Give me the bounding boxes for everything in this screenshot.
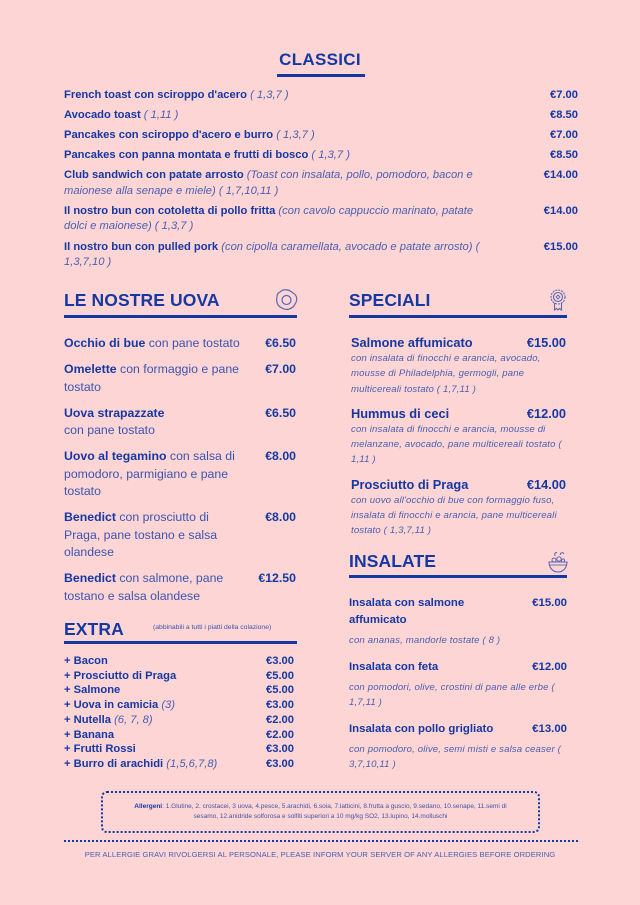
allergy-warning: PER ALLERGIE GRAVI RIVOLGERSI AL PERSONALE, PLEASE INFORM YOUR SERVER OF ANY ALLERGIES BEFORE ORDERING: [84, 850, 556, 859]
item-allergens: (6, 7, 8): [114, 713, 153, 726]
item-price: €14.00: [543, 169, 578, 182]
item-name: Hummus di ceci: [351, 405, 450, 421]
item-name: + Uova in camicia: [64, 699, 162, 712]
item-name: Insalata con salmone affumicato: [349, 597, 465, 626]
item-name: Avocado toast: [64, 109, 141, 122]
menu-item: [64, 361, 296, 396]
item-price: €12.50: [258, 571, 296, 585]
item-price: €6.50: [265, 405, 296, 420]
item-desc: con salmone, pane tostano e salsa olandese: [64, 571, 224, 603]
item-price: €7.00: [550, 129, 578, 142]
section-title-speciali: SPECIALI: [349, 290, 431, 310]
item-desc: con formaggio e pane tostato: [64, 362, 239, 394]
item-price: €8.00: [265, 510, 296, 524]
item-name: + Banana: [64, 728, 115, 741]
item-name: Pancakes con panna montata e frutti di bosco: [64, 149, 309, 162]
item-price: €15.00: [543, 240, 578, 253]
extra-note: (abbinabili a tutti i piatti della colazione): [153, 624, 272, 631]
menu-item: [64, 405, 296, 440]
item-name: Il nostro bun con pulled pork: [64, 240, 219, 253]
fried-egg-icon: [274, 287, 300, 313]
menu-item: [64, 240, 578, 271]
item-name: + Bacon: [64, 655, 108, 667]
item-name: Insalata con feta: [349, 660, 439, 673]
item-price: €3.00: [266, 743, 294, 756]
item-name: Uova strapazzate: [64, 405, 165, 420]
item-allergens: ( 1,3,7 ): [311, 149, 350, 162]
divider: [64, 641, 297, 644]
item-name: + Frutti Rossi: [64, 743, 136, 756]
item-allergens: ( 1,7,10,11 ): [218, 184, 279, 197]
item-price: €5.00: [266, 684, 294, 697]
item-price: €15.00: [532, 597, 567, 609]
extra-list: [64, 654, 294, 772]
item-price: €7.00: [265, 362, 296, 376]
item-name: Salmone affumicato: [351, 335, 473, 350]
item-name: Insalata con pollo grigliato: [349, 722, 494, 735]
speciali-list: [351, 334, 566, 547]
divider: [349, 575, 567, 578]
section-title-classici: CLASSICI: [279, 50, 361, 69]
item-price: €5.00: [266, 669, 294, 682]
extra-item: [64, 713, 294, 728]
item-desc: con pomodoro, olive, semi misti e salsa ceaser ( 3,7,10,11 ): [349, 743, 561, 770]
item-desc: con pane tostato: [64, 423, 155, 437]
allergen-text: : 1.Glutine, 2. crostacei, 3 uova, 4.pesce, 5.arachidi, 6.soia, 7.latticini, 8.frutta a guscio, 9.sedano, 10.senape, 11.semi di sesamo, 12.anidride solforosa e solfiti superiori a 10 mg/kg SO2, 13.lupino, 14.molluschi: [162, 802, 507, 820]
item-desc: (Toast con insalata, pollo, pomodoro, bacon e maionese alla senape e miele): [64, 169, 473, 197]
item-desc: con ananas, mandorle tostate ( 8 ): [349, 635, 501, 646]
menu-item: [64, 204, 578, 235]
extra-item: [64, 742, 294, 757]
menu-item: [349, 721, 567, 773]
item-name: Benedict: [64, 571, 116, 585]
salad-bowl-icon: [545, 549, 571, 575]
item-name: Pancakes con sciroppo d'acero e burro: [64, 129, 274, 142]
item-allergens: (1,5,6,7,8): [166, 757, 218, 770]
item-price: €6.50: [265, 336, 296, 350]
extra-item: [64, 757, 294, 772]
item-name: Club sandwich con patate arrosto: [64, 169, 244, 182]
allergen-label: Allergeni: [134, 802, 163, 810]
extra-item: [64, 698, 294, 713]
item-price: €2.00: [266, 728, 294, 741]
item-desc: con pomodori, olive, crostini di pane alle erbe ( 1,7,11 ): [349, 681, 555, 708]
item-allergens: ( 1,11 ): [143, 109, 179, 122]
menu-item: [351, 334, 566, 397]
item-desc: con uovo all'occhio di bue con formaggio fuso, insalata di finocchi e arancia, pane multicereali tostato ( 1,3,7,11 ): [351, 494, 557, 537]
item-price: €12.00: [532, 660, 567, 673]
item-price: €7.00: [550, 89, 578, 101]
item-name: + Salmone: [64, 684, 121, 697]
menu-item: [64, 148, 578, 164]
item-price: €14.00: [543, 204, 578, 217]
item-desc: con insalata di finocchi e arancia, mousse di melanzane, avocado, pane multicereali tostato ( 1,11 ): [351, 423, 562, 466]
item-name: + Burro di arachidi: [64, 757, 167, 770]
item-price: €8.50: [550, 149, 578, 162]
item-price: €13.00: [532, 722, 567, 735]
item-price: €3.00: [266, 655, 294, 667]
dotted-divider: [64, 840, 578, 842]
uova-list: [64, 335, 296, 614]
extra-item: [64, 654, 294, 669]
item-price: €8.00: [265, 449, 296, 463]
item-name: Omelette: [64, 362, 117, 376]
classici-list: [64, 88, 578, 275]
item-allergens: ( 1,3,7,10 ): [64, 240, 480, 269]
item-price: €8.50: [550, 109, 578, 122]
divider: [349, 315, 567, 318]
item-desc: con pane tostato: [145, 336, 240, 350]
menu-item: [64, 335, 296, 353]
item-desc: con prosciutto di Praga, pane tostano e salsa olandese: [64, 510, 218, 559]
insalate-list: [349, 595, 567, 783]
divider: [277, 74, 365, 77]
item-allergens: ( 1,3,7 ): [250, 89, 289, 101]
menu-item: [349, 595, 567, 649]
section-title-extra: EXTRA: [64, 619, 124, 639]
item-price: €12.00: [526, 405, 566, 421]
item-allergens: ( 1,3,7 ): [276, 129, 315, 142]
menu-item: [64, 570, 296, 605]
item-name: + Nutella: [64, 713, 115, 726]
menu-item: [64, 88, 578, 104]
item-name: Prosciutto di Praga: [351, 476, 469, 492]
item-allergens: (3): [161, 699, 176, 712]
menu-item: [351, 476, 566, 539]
menu-item: [64, 108, 578, 124]
item-price: €15.00: [526, 335, 566, 350]
item-price: €2.00: [266, 713, 294, 726]
menu-item: [64, 168, 578, 199]
item-name: French toast con sciroppo d'acero: [64, 89, 247, 101]
menu-item: [351, 405, 566, 468]
item-desc: con salsa di pomodoro, parmigiano e pane tostato: [64, 449, 235, 498]
item-name: Il nostro bun con cotoletta di pollo fritta: [64, 204, 276, 217]
item-name: Benedict: [64, 510, 116, 524]
section-title-uova: LE NOSTRE UOVA: [64, 290, 220, 310]
section-title-insalate: INSALATE: [349, 551, 437, 571]
menu-item: [349, 659, 567, 711]
award-ribbon-icon: [545, 287, 571, 313]
menu-item: [64, 509, 296, 562]
item-price: €3.00: [266, 757, 294, 770]
divider: [64, 315, 297, 318]
item-name: Uovo al tegamino: [64, 449, 167, 463]
item-price: €3.00: [266, 699, 294, 712]
menu-item: [64, 448, 296, 501]
allergen-legend: [101, 791, 540, 833]
item-allergens: ( 1,3,7 ): [154, 220, 194, 233]
item-name: Occhio di bue: [64, 336, 146, 350]
item-desc: (con cavolo cappuccio marinato, patate dolci e maionese): [64, 204, 474, 233]
menu-item: [64, 128, 578, 144]
extra-item: [64, 683, 294, 698]
item-name: + Prosciutto di Praga: [64, 669, 177, 682]
item-desc: con insalata di finocchi e arancia, avocado, mousse di Philadelphia, germogli, pane multicereali tostato ( 1,7,11 ): [351, 353, 541, 395]
item-price: €14.00: [526, 476, 566, 492]
extra-item: [64, 728, 294, 743]
item-desc: (con cipolla caramellata, avocado e patate arrosto): [221, 240, 473, 253]
extra-item: [64, 669, 294, 684]
